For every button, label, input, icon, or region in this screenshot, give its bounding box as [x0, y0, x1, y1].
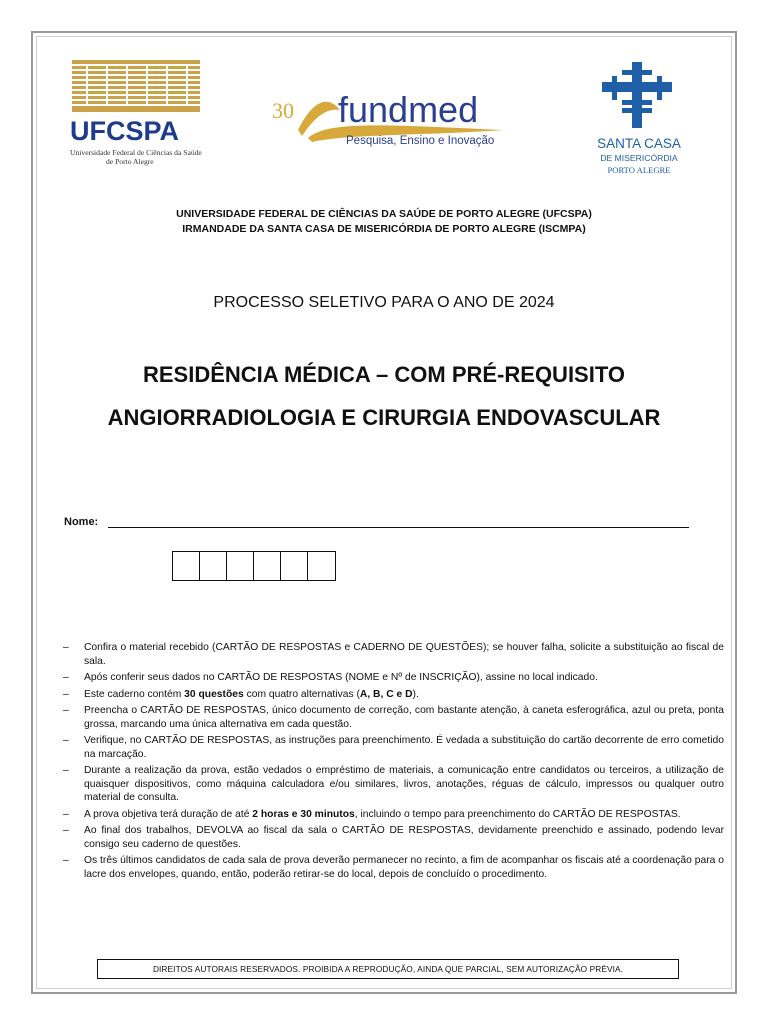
instruction-text: Ao final dos trabalhos, DEVOLVA ao fiscal da sala o CARTÃO DE RESPOSTAS, devidamente preenchido e assinado, podendo levar consigo seu caderno de questões. — [84, 825, 724, 850]
selection-process-title: PROCESSO SELETIVO PARA O ANO DE 2024 — [213, 294, 555, 311]
santa-casa-name: SANTA CASA — [597, 136, 681, 151]
institution-ufcspa: UNIVERSIDADE FEDERAL DE CIÊNCIAS DA SAÚDE DE PORTO ALEGRE (UFCSPA) — [176, 208, 592, 220]
ufcspa-logo — [66, 56, 206, 176]
instruction-item — [62, 824, 724, 851]
santa-casa-line-3: PORTO ALEGRE — [607, 165, 671, 175]
dash-bullet: – — [63, 808, 69, 820]
institutions-header — [0, 207, 768, 237]
instruction-text: Os três últimos candidatos de cada sala de prova deverão permanecer no recinto, a fim de acompanhar os fiscais até a coordenação para o lacre dos envelopes, quando, então, poderão retirar-se do local, depois de concluído o procedimento. — [84, 855, 724, 880]
copyright-notice: DIREITOS AUTORAIS RESERVADOS. PROIBIDA A REPRODUÇÃO, AINDA QUE PARCIAL, SEM AUTORIZAÇÃO PRÉVIA. — [97, 959, 679, 979]
instruction-text: Após conferir seus dados no CARTÃO DE RESPOSTAS (NOME e Nº de INSCRIÇÃO), assine no local indicado. — [84, 672, 598, 683]
santa-casa-cross-icon — [580, 58, 698, 182]
institution-iscmpa: IRMANDADE DA SANTA CASA DE MISERICÓRDIA DE PORTO ALEGRE (ISCMPA) — [182, 223, 586, 235]
inscription-box[interactable] — [173, 552, 200, 580]
instruction-item — [62, 688, 724, 702]
instruction-item — [62, 734, 724, 761]
instruction-text: Verifique, no CARTÃO DE RESPOSTAS, as instruções para preenchimento. É vedada a substituição do cartão decorrente de erro cometido na marcação. — [84, 735, 724, 760]
exam-specialty: ANGIORRADIOLOGIA E CIRURGIA ENDOVASCULAR — [107, 405, 661, 430]
name-label: Nome: — [64, 516, 99, 528]
instruction-item — [62, 704, 724, 731]
instructions-list — [62, 641, 724, 884]
fundmed-tagline: Pesquisa, Ensino e Inovação — [346, 135, 495, 147]
instruction-text: Durante a realização da prova, estão vedados o empréstimo de materiais, a comunicação entre candidatos ou terceiros, a utilização de quaisquer dispositivos, como máquina calculadora e/ou similares, livros, anotações, réguas de cálculo, impressos ou qualquer outro material de consulta. — [84, 765, 724, 803]
dash-bullet: – — [63, 688, 69, 700]
ufcspa-name: UFCSPA — [70, 116, 180, 146]
inscription-box[interactable] — [254, 552, 281, 580]
inscription-box[interactable] — [308, 552, 335, 580]
fundmed-name: fundmed — [338, 89, 479, 130]
dash-bullet: – — [63, 855, 69, 866]
instruction-text: Este caderno contém 30 questões com quatro alternativas (A, B, C e D). — [84, 688, 419, 700]
dash-bullet: – — [63, 642, 69, 653]
dash-bullet: – — [63, 825, 69, 836]
exam-title: RESIDÊNCIA MÉDICA – COM PRÉ-REQUISITO — [142, 362, 625, 387]
instruction-item — [62, 808, 724, 822]
instruction-text: A prova objetiva terá duração de até 2 horas e 30 minutos, incluindo o tempo para preenchimento do CARTÃO DE RESPOSTAS. — [84, 808, 681, 820]
fundmed-anniversary: 30 — [272, 98, 294, 123]
instruction-item — [62, 854, 724, 881]
ufcspa-subtitle-1: Universidade Federal de Ciências da Saúde — [70, 148, 202, 157]
inscription-box[interactable] — [281, 552, 308, 580]
instruction-text: Preencha o CARTÃO DE RESPOSTAS, único documento de correção, com bastante atenção, à caneta esferográfica, azul ou preta, ponta grossa, marcando uma única alternativa em cada questão. — [84, 705, 724, 730]
inscription-box[interactable] — [200, 552, 227, 580]
dash-bullet: – — [63, 672, 69, 683]
fundmed-logo — [268, 80, 518, 160]
instruction-text: Confira o material recebido (CARTÃO DE RESPOSTAS e CADERNO DE QUESTÕES); se houver falha, solicite a substituição ao fiscal de sala. — [84, 642, 724, 667]
dash-bullet: – — [63, 705, 69, 716]
ufcspa-subtitle-2: de Porto Alegre — [106, 157, 154, 166]
instruction-item — [62, 641, 724, 668]
santa-casa-logo — [580, 58, 698, 182]
inscription-number-boxes — [172, 551, 336, 581]
name-field[interactable] — [108, 527, 689, 528]
instruction-item — [62, 671, 724, 685]
dash-bullet: – — [63, 765, 69, 776]
instruction-item — [62, 764, 724, 805]
inscription-box[interactable] — [227, 552, 254, 580]
fundmed-swoosh-icon — [268, 80, 518, 160]
santa-casa-line-2: DE MISERICÓRDIA — [600, 153, 678, 163]
dash-bullet: – — [63, 735, 69, 746]
ufcspa-building-icon — [66, 56, 206, 176]
